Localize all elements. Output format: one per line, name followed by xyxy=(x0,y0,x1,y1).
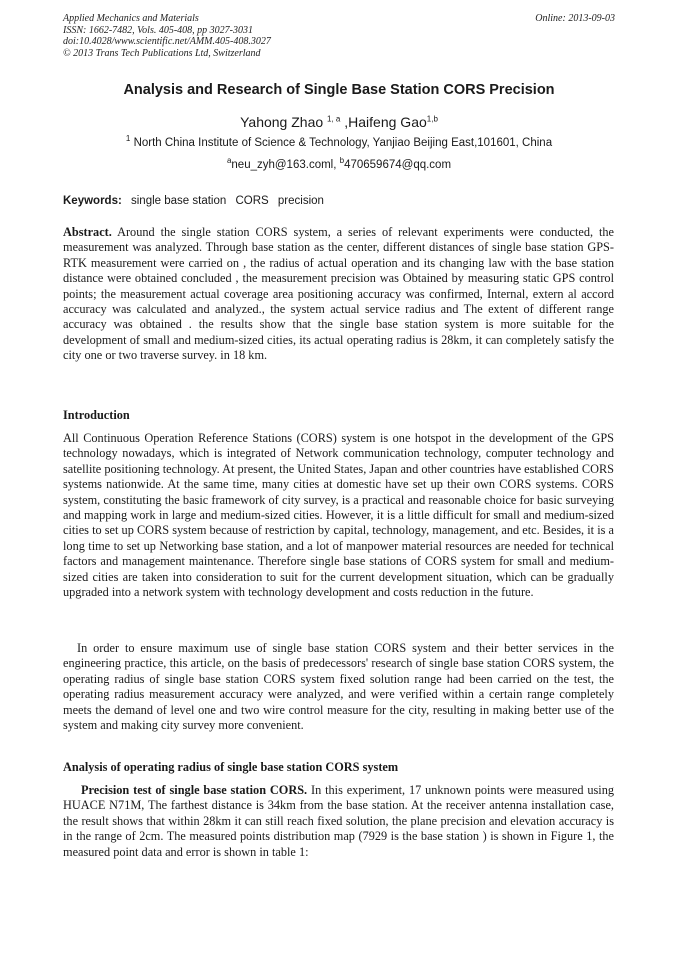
author-affiliation-marker: 1, a xyxy=(327,114,341,124)
author-separator: , xyxy=(340,114,349,130)
online-date: Online: 2013-09-03 xyxy=(535,13,615,24)
introduction-paragraph: All Continuous Operation Reference Stations (CORS) system is one hotspot in the development of the GPS technology nowadays, which is integrated of Network communication technology, computer technology and satellite positioning technology. At present, the United States, Japan and other countries have established CORS systems nationwide. At the same time, many cities at domestic have set up their own CORS systems. CORS system, constituting the basic framework of city survey, is a practical and reasonable choice for basic surveying and mapping work in large and medium-sized cities. However, it is a little difficult for small and medium-sized cities to set up CORS system because of restriction by capital, technology, management, and etc. Besides, it is a long time to set up Networking base station, and a lot of manpower material resources are needed for technical factors and management maintenance. Therefore single base stations of CORS system for small and medium-sized cities are taken into consideration to suit for the current development situation, which can be gradually upgraded into a network system with technology development and costs reduction in the future. xyxy=(63,431,614,600)
author-name: Haifeng Gao xyxy=(348,114,427,130)
section-heading-analysis: Analysis of operating radius of single base station CORS system xyxy=(63,760,399,774)
analysis-text: In this experiment, 17 unknown points were measured using HUACE N71M, The farthest distance is 34km from the base station. At the receiver antenna installation case, the result shows that within 28km it can still reach fixed solution, the plane precision and elevation accuracy is in the range of 2cm. The measured points distribution map (7929 is the base station ) is shown in Figure 1, the measured point data and error is shown in table 1: xyxy=(63,783,615,859)
affiliation-line xyxy=(0,134,678,149)
journal-header xyxy=(63,13,271,59)
introduction-paragraph: In order to ensure maximum use of single base station CORS system and their better services in the engineering practice, this article, on the basis of predecessors' research of single base station CORS system, the operating radius of single base station CORS system fixed solution range had been carried on the test, the operating radius measurement accuracy were analyzed, and were verified within a certain range completely meets the demand of level one and two wire control measure for the city, resulting in making better use of the system and making city survey more convenient. xyxy=(63,641,614,733)
keyword: CORS xyxy=(235,195,269,207)
issn-line: ISSN: 1662-7482, Vols. 405-408, pp 3027-3031 xyxy=(63,24,253,36)
email-address[interactable]: neu_zyh@163.coml, xyxy=(231,159,340,171)
abstract-text: Around the single station CORS system, a series of relevant experiments were conducted, the measurement was analyzed. Through base station as the center, different distances of single base station GPS-RTK measurement were carried on , the radius of actual operation and its changing law with the base station distance were obtained concluded , the measurement precision was Obtained by measuring static GPS control points; the measurement actual coverage area positioning accuracy was confirmed, Internal, extern al accord accuracy was calculated and analyzed., the system actual service radius and The extent of different range accuracy was obtained . the results show that the single base station system is more suitable for the development of small and medium-sized cities, its actual operating radius is 28km, it can completely satisfy the city one or two traverse survey. in 18 km. xyxy=(63,225,614,363)
abstract-label: Abstract. xyxy=(63,225,112,239)
author-line xyxy=(0,114,678,130)
affiliation-marker: 1 xyxy=(125,134,131,144)
email-line xyxy=(0,156,678,171)
email-marker: a xyxy=(226,156,232,166)
email-marker: b xyxy=(339,156,345,166)
section-heading-introduction: Introduction xyxy=(63,408,130,422)
keywords-line xyxy=(63,195,324,207)
affiliation-text: North China Institute of Science & Technology, Yanjiao Beijing East,101601, China xyxy=(133,137,553,149)
copyright-line: © 2013 Trans Tech Publications Ltd, Switzerland xyxy=(63,47,261,59)
keyword: precision xyxy=(277,195,324,207)
doi-line: doi:10.4028/www.scientific.net/AMM.405-408.3027 xyxy=(63,36,271,47)
keywords-label: Keywords: xyxy=(63,195,122,207)
email-address[interactable]: 470659674@qq.com xyxy=(344,159,452,171)
journal-name: Applied Mechanics and Materials xyxy=(63,13,199,24)
abstract-paragraph xyxy=(63,225,614,364)
author-name: Yahong Zhao xyxy=(240,114,324,130)
paper-title: Analysis and Research of Single Base Station CORS Precision xyxy=(123,82,555,98)
keyword: single base station xyxy=(131,195,227,207)
author-affiliation-marker: 1,b xyxy=(426,114,438,124)
paragraph-lead: Precision test of single base station CORS. xyxy=(81,783,308,797)
analysis-paragraph xyxy=(63,783,614,860)
